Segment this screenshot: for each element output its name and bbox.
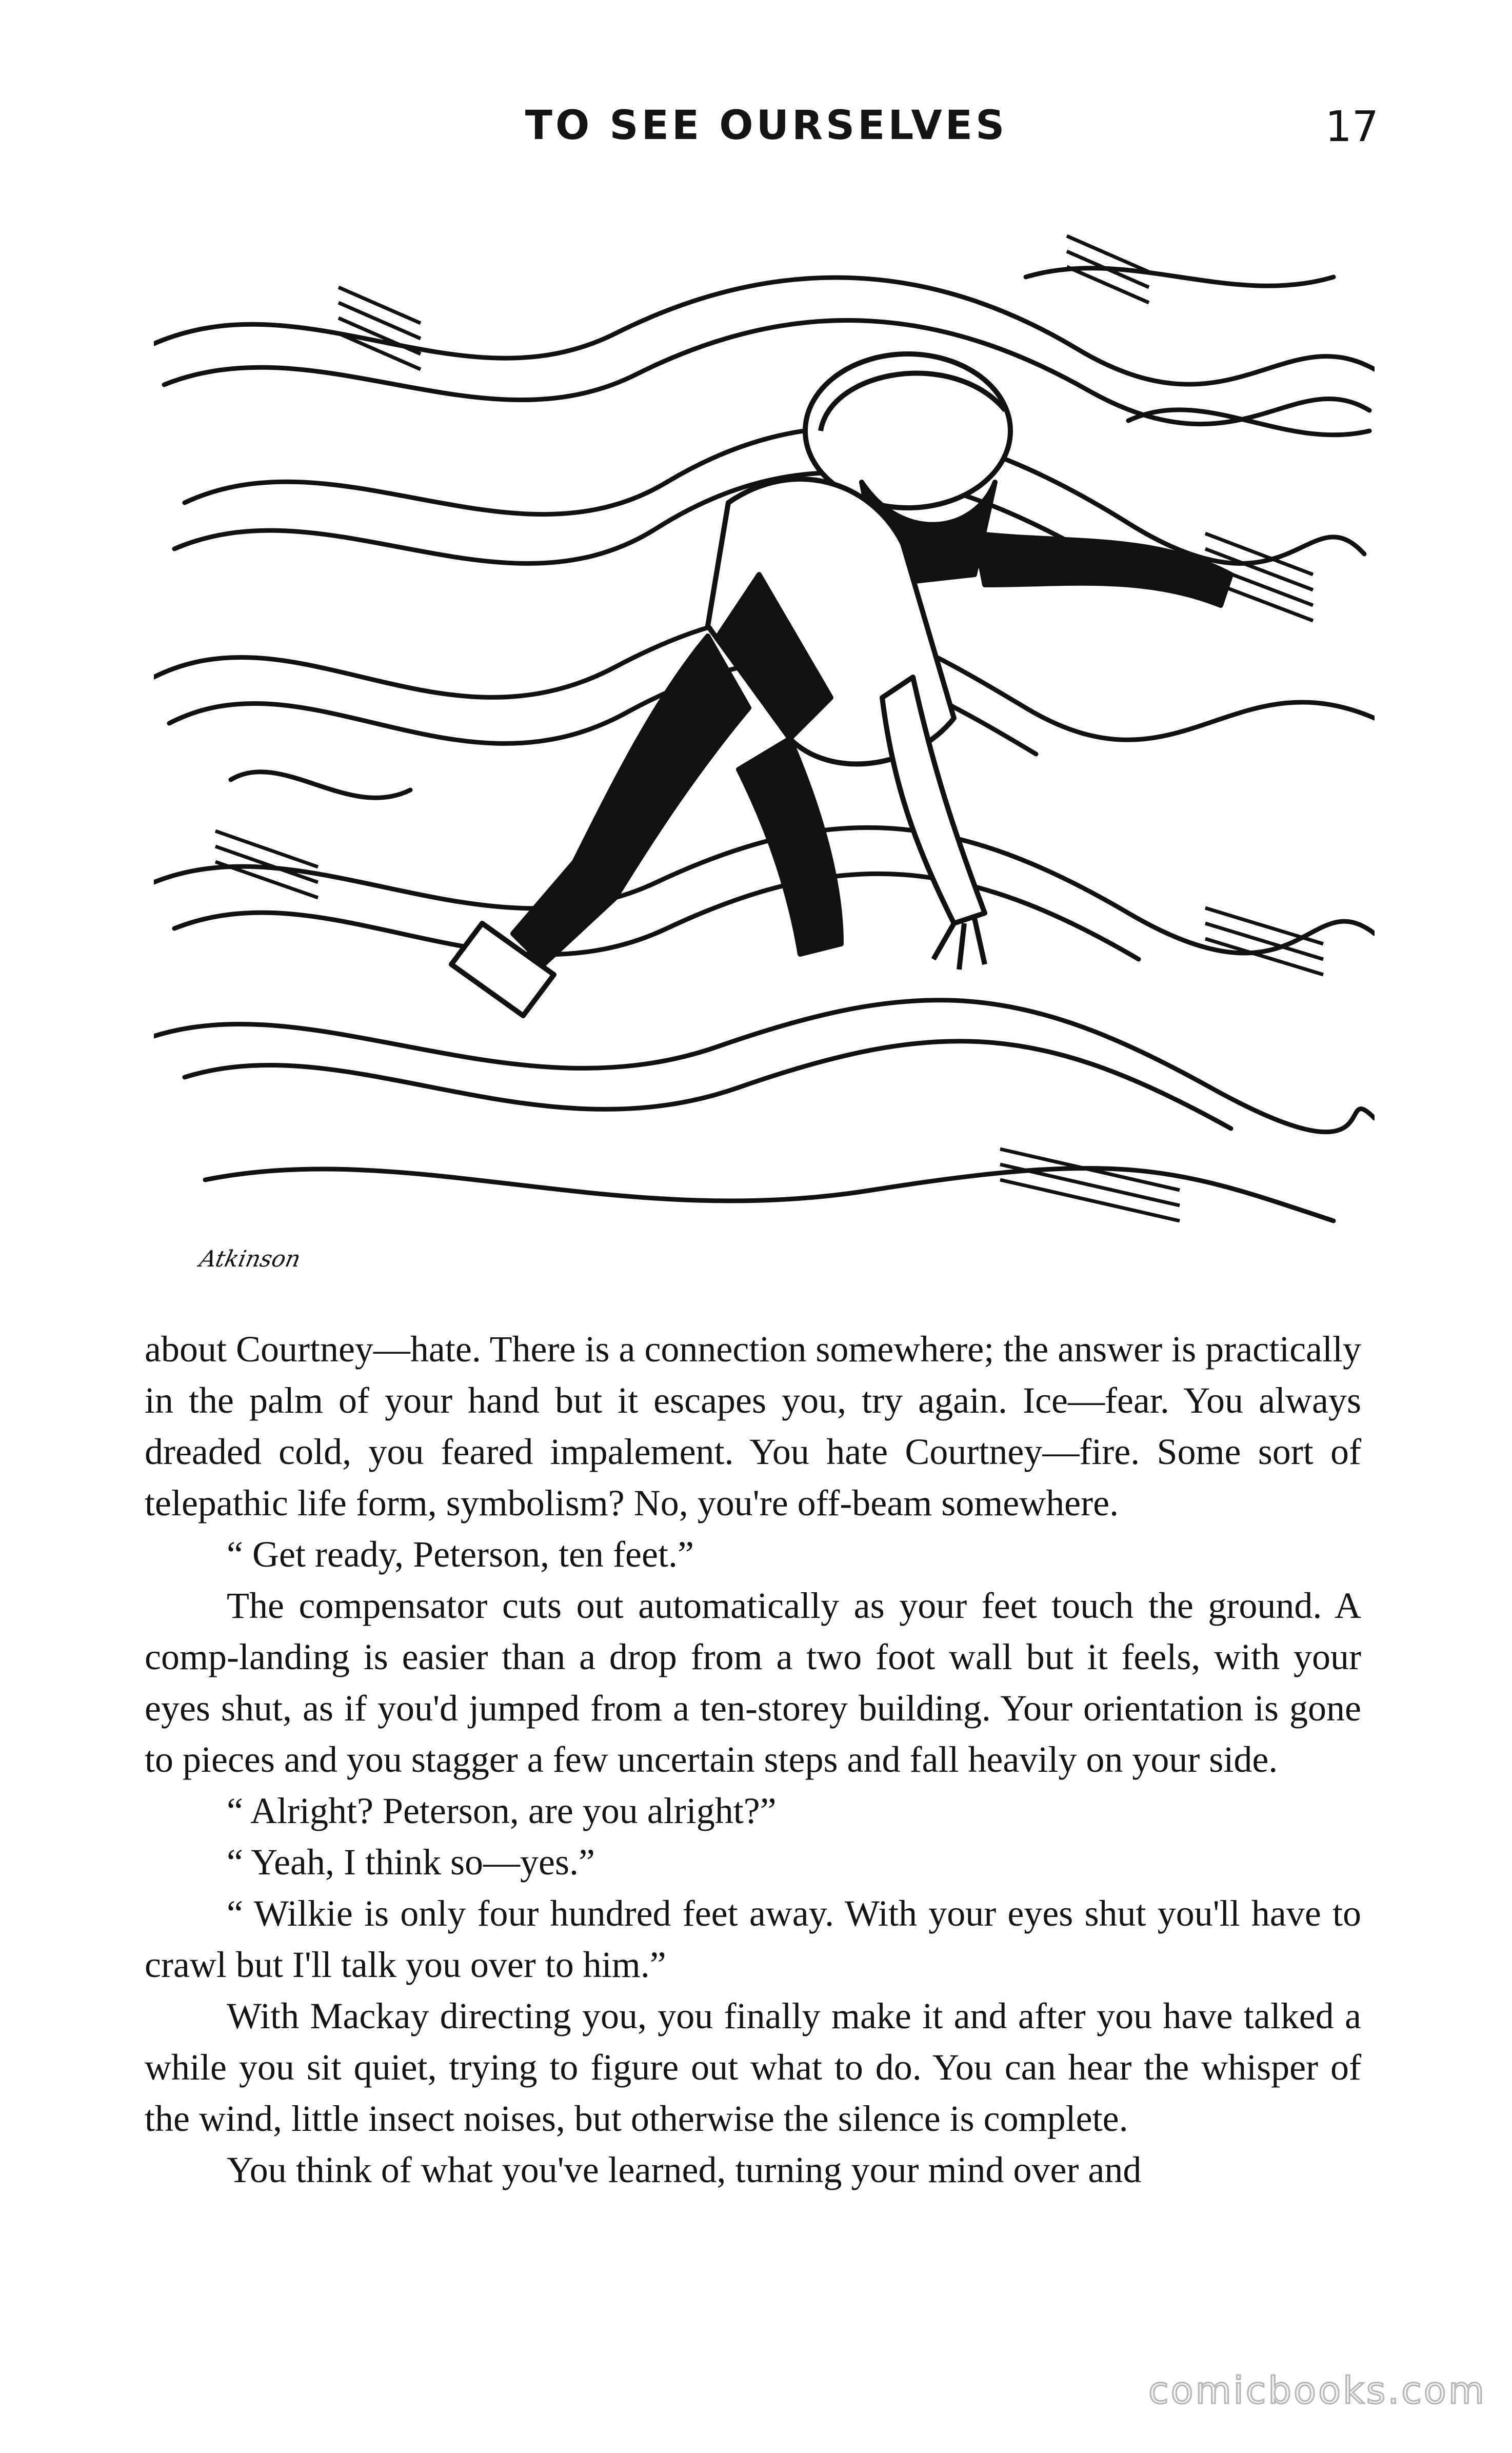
running-title: TO SEE OURSELVES: [525, 103, 1008, 149]
paragraph: “ Yeah, I think so—yes.”: [227, 1842, 595, 1883]
paragraph: “ Wilkie is only four hundred feet away. With your eyes shut you'll have to crawl but I'll talk you over to him.”: [145, 1893, 1361, 1985]
source-watermark: comicbooks.com: [1148, 2369, 1486, 2412]
pilot-falling-illustration: [154, 215, 1375, 1282]
paragraph: With Mackay directing you, you finally make it and after you have talked a while you sit quiet, trying to figure out what to do. You can hear the whisper of the wind, little insect noises, but otherwise the silence is complete.: [145, 1995, 1361, 2139]
paragraph: about Courtney—hate. There is a connection somewhere; the answer is practically in the palm of your hand but it escapes you, try again. Ice—fear. You always dreaded cold, you feared impalement. You hate Courtney—fire. Some sort of telepathic life form, symbolism? No, you're off-beam somewhere.: [145, 1329, 1361, 1524]
body-text: [145, 1323, 1361, 2195]
paragraph: The compensator cuts out automatically as your feet touch the ground. A comp-landing is easier than a drop from a two foot wall but it feels, with your eyes shut, as if you'd jumped from a ten-storey building. Your orientation is gone to pieces and you stagger a few uncertain steps and fall heavily on your side.: [145, 1585, 1361, 1780]
page-header: [154, 103, 1379, 180]
paragraph: “ Alright? Peterson, are you alright?”: [227, 1790, 777, 1831]
artist-signature: Atkinson: [197, 1246, 303, 1272]
paragraph: “ Get ready, Peterson, ten feet.”: [227, 1534, 694, 1575]
pilot-falling-through-storm-icon: [154, 215, 1375, 1282]
paragraph: You think of what you've learned, turning your mind over and: [227, 2149, 1142, 2190]
page-number: 17: [1325, 103, 1379, 151]
